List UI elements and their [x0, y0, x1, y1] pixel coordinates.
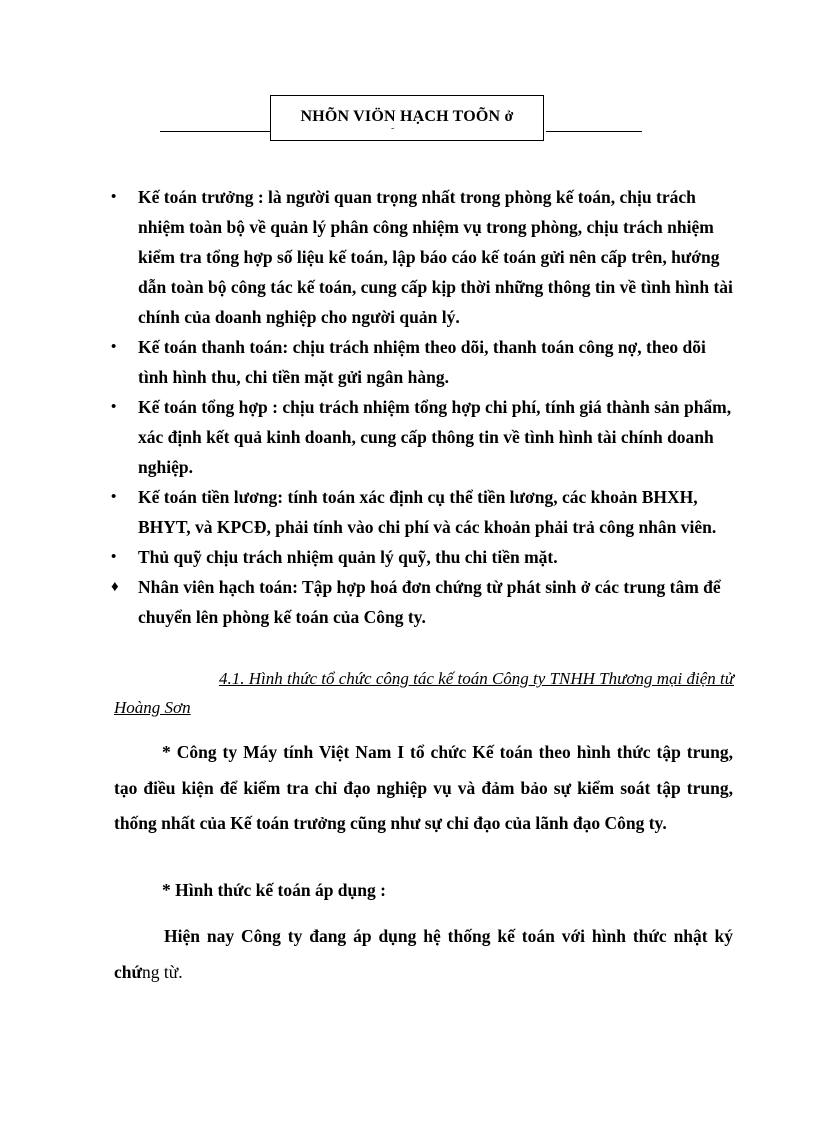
list-item-text: Kế toán tiền lương: tính toán xác định cụ thể tiền lương, các khoản BHXH, BHYT, và KPCĐ, phải tính vào chi phí và các khoản phải trả công nhân viên.	[138, 487, 717, 537]
header-left-rule	[160, 131, 270, 132]
list-item	[108, 482, 733, 542]
bullet-dot-icon: •	[111, 339, 117, 355]
bullet-dot-icon: •	[111, 549, 117, 565]
header-right-rule	[546, 131, 642, 132]
list-item-text: Kế toán trưởng : là người quan trọng nhất trong phòng kế toán, chịu trách nhiệm toàn bộ về quản lý phân công nhiệm vụ trong phòng, chịu trách nhiệm kiểm tra tổng hợp số liệu kế toán, lập báo cáo kế toán gửi nên cấp trên, hướng dẫn toàn bộ công tác kế toán, cung cấp kịp thời những thông tin về tình hình tài chính của doanh nghiệp cho người quản lý.	[138, 187, 733, 327]
paragraph-bold-text: Hiện nay Công ty đang áp dụng hệ thống kế toán với hình thức nhật ký chứ	[114, 926, 733, 982]
list-item-text: Nhân viên hạch toán: Tập hợp hoá đơn chứng từ phát sinh ở các trung tâm để chuyển lên phòng kế toán của Công ty.	[138, 577, 721, 627]
paragraph-normal-text: ng từ.	[142, 962, 183, 982]
section-heading-line1	[114, 664, 734, 693]
list-item-text: Kế toán tổng hợp : chịu trách nhiệm tổng hợp chi phí, tính giá thành sản phẩm, xác định kết quả kinh doanh, cung cấp thông tin về tình hình tài chính doanh nghiệp.	[138, 397, 732, 477]
list-item	[108, 572, 733, 632]
bullet-dot-icon: •	[111, 399, 117, 415]
header-tilde-mark: ˜	[391, 127, 395, 138]
list-item-text: Thủ quỹ chịu trách nhiệm quản lý quỹ, thu chi tiền mặt.	[138, 547, 558, 567]
section-heading	[114, 664, 734, 722]
list-item	[108, 542, 733, 572]
body-paragraph-form-heading: * Hình thức kế toán áp dụng :	[162, 880, 386, 900]
list-item	[108, 332, 733, 392]
bullet-diamond-icon: ♦	[111, 579, 119, 595]
list-item	[108, 182, 733, 332]
header-title: NHÕN VIÖN HẠCH TOÕN ở	[300, 108, 514, 125]
list-item-text: Kế toán thanh toán: chịu trách nhiệm theo dõi, thanh toán công nợ, theo dõi tình hình thu, chi tiền mặt gửi ngân hàng.	[138, 337, 706, 387]
section-heading-text-1: 4.1. Hình thức tổ chức công tác kế toán Công ty TNHH Thương mại điện tử	[218, 669, 734, 688]
body-paragraph-current-form	[114, 918, 733, 990]
staff-duties-list	[108, 182, 733, 632]
bullet-dot-icon: •	[111, 189, 117, 205]
body-paragraph-organization: * Công ty Máy tính Việt Nam I tổ chức Kế toán theo hình thức tập trung, tạo điều kiện để kiểm tra chỉ đạo nghiệp vụ và đảm bảo sự kiểm soát tập trung, thống nhất của Kế toán trưởng cũng như sự chỉ đạo của lãnh đạo Công ty.	[114, 742, 733, 833]
section-heading-line2: Hoàng Sơn	[114, 698, 191, 717]
list-item	[108, 392, 733, 482]
bullet-dot-icon: •	[111, 489, 117, 505]
header-title-box	[270, 95, 544, 141]
